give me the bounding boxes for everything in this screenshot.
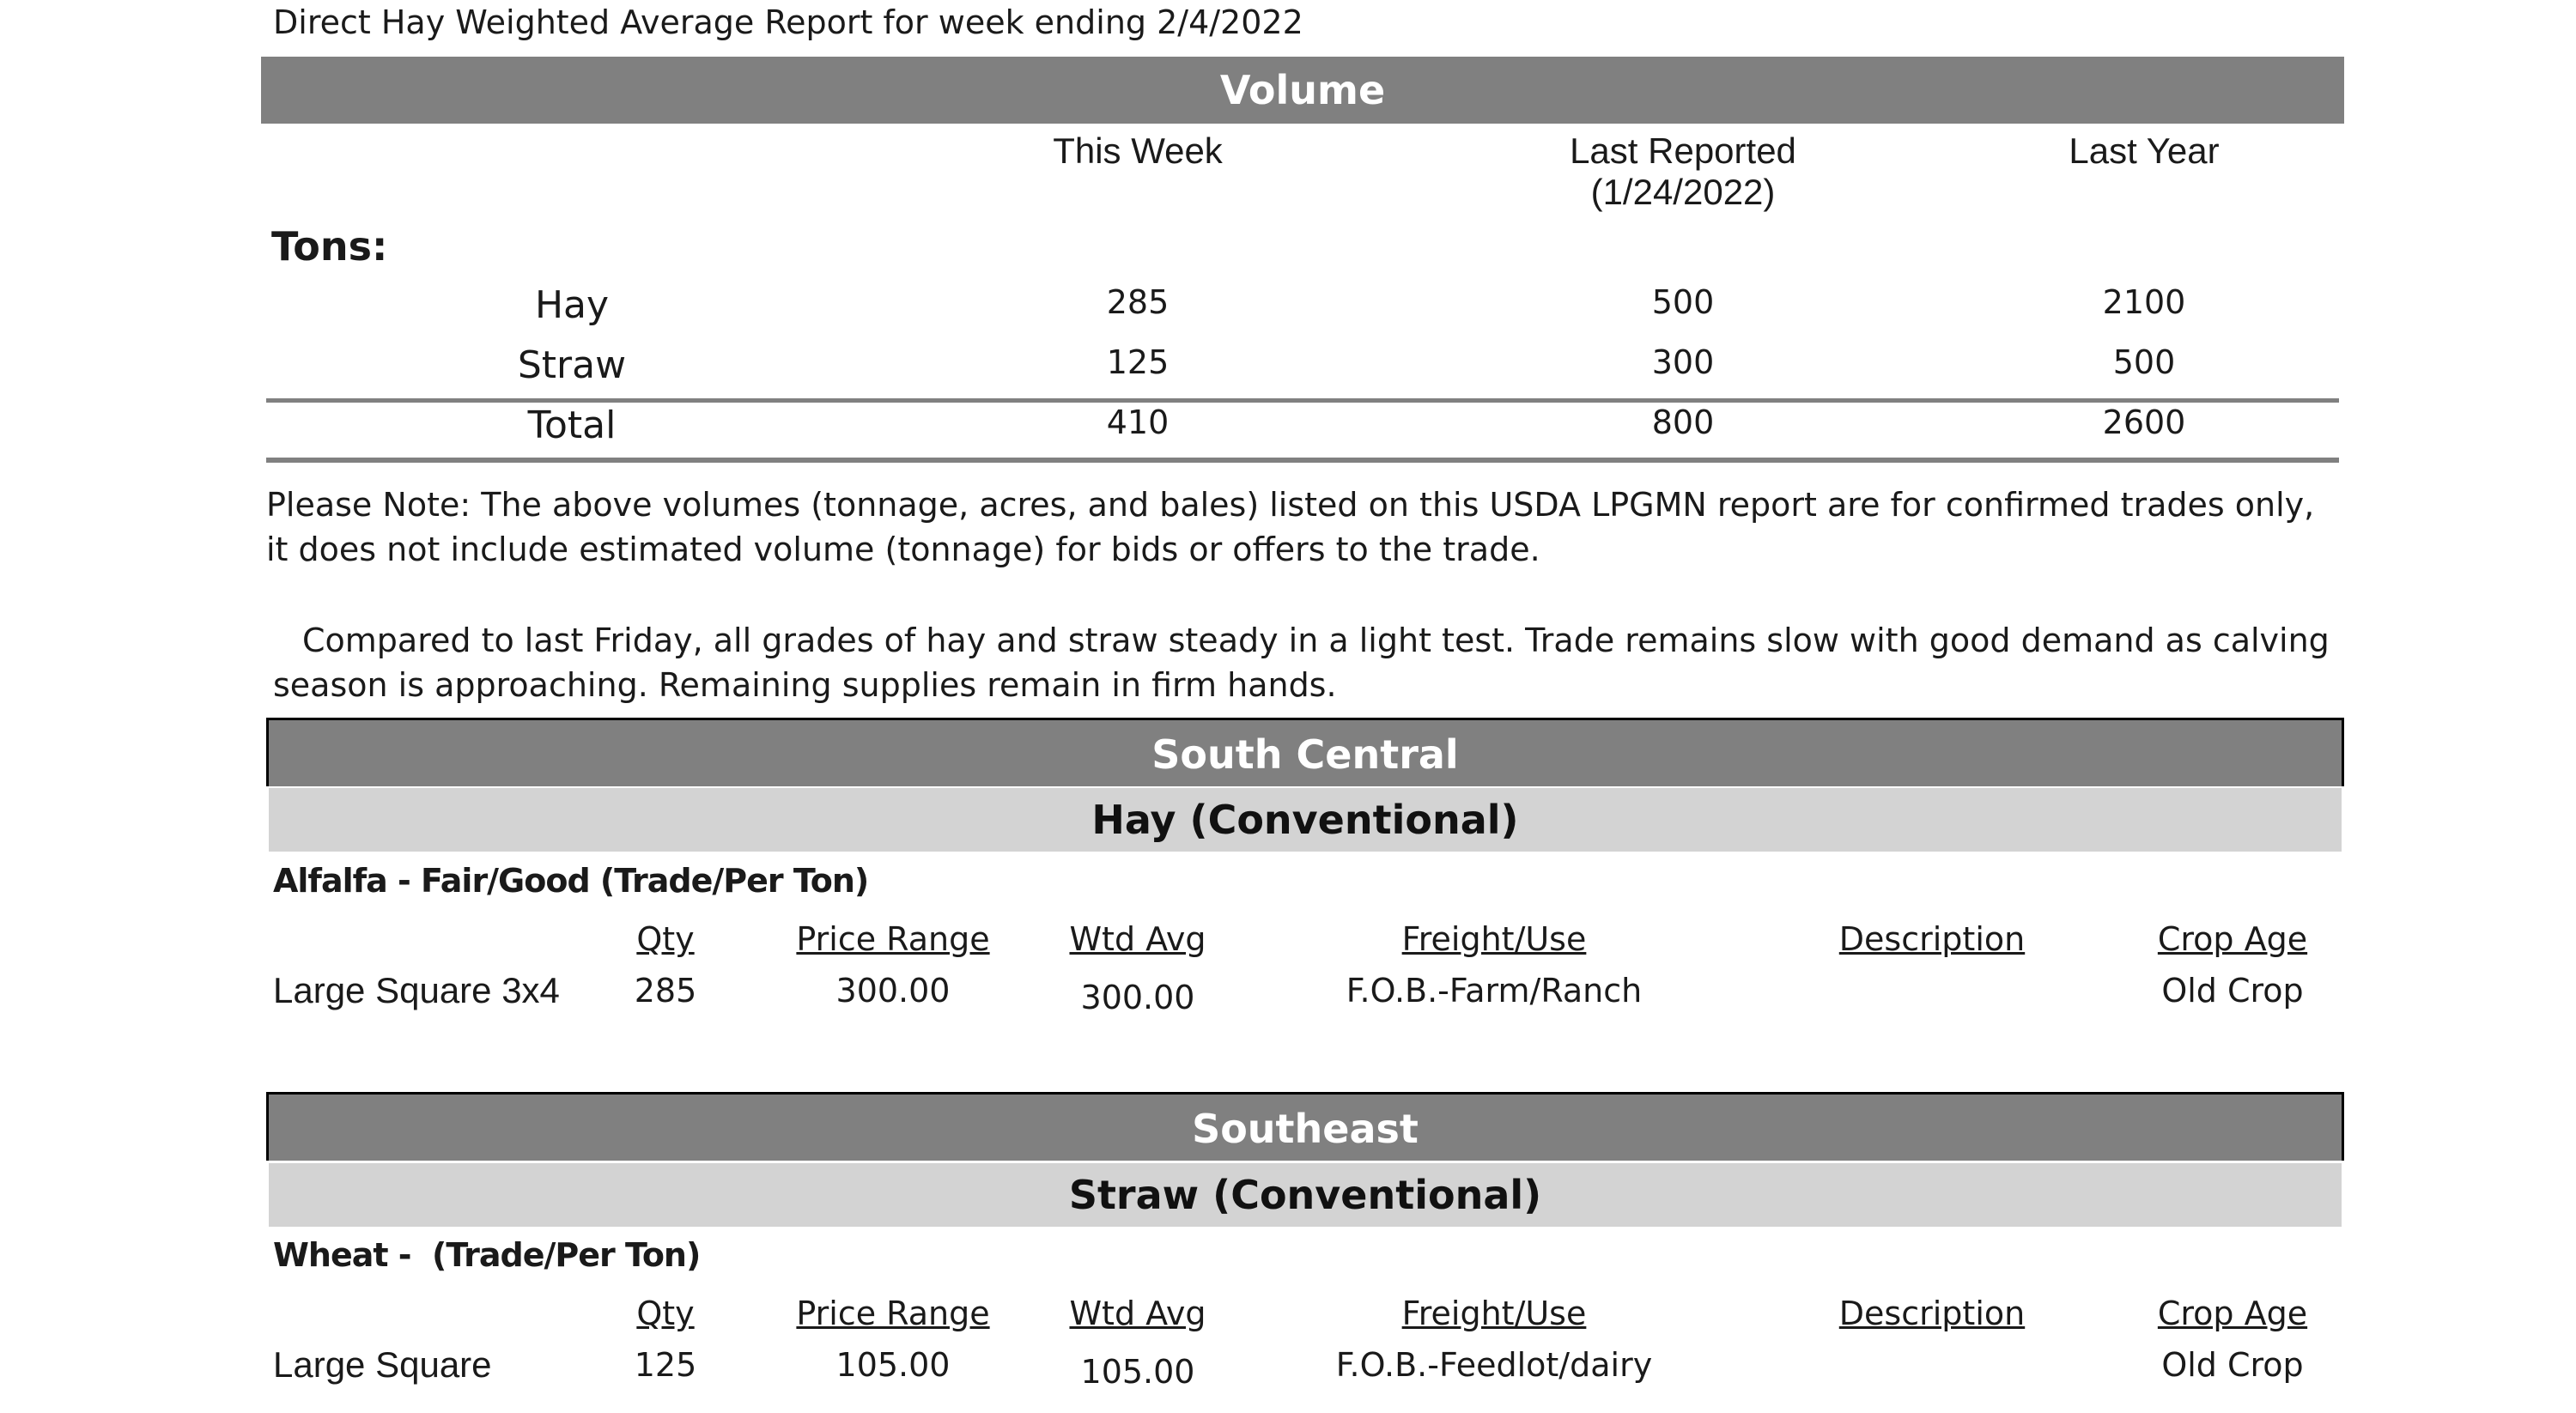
region-header-southeast [266, 1092, 2344, 1161]
header-wtd-avg: Wtd Avg [1069, 920, 1206, 958]
region-header-south-central [266, 718, 2344, 786]
total-last-reported: 800 [1651, 403, 1715, 441]
header-price-range: Price Range [796, 1295, 990, 1332]
hay-last-reported: 500 [1651, 283, 1715, 321]
col-last-reported [1468, 130, 1898, 213]
report-title: Direct Hay Weighted Average Report for week ending 2/4/2022 [273, 3, 1303, 41]
region-label: South Central [1151, 731, 1459, 778]
straw-last-reported: 300 [1651, 343, 1715, 381]
col-last-reported-line2: (1/24/2022) [1590, 172, 1776, 212]
hay-this-week: 285 [1106, 283, 1170, 321]
category-label: Hay (Conventional) [1091, 797, 1519, 843]
header-freight-use: Freight/Use [1401, 920, 1587, 958]
commodity-label: Alfalfa - Fair/Good (Trade/Per Ton) [273, 862, 869, 900]
header-description: Description [1838, 920, 2026, 958]
row-qty: 285 [634, 972, 697, 1010]
hay-last-year: 2100 [2102, 283, 2186, 321]
row-crop-age: Old Crop [2161, 1346, 2304, 1384]
header-qty: Qty [636, 920, 695, 958]
row-crop-age: Old Crop [2161, 972, 2304, 1010]
package-label: Large Square 3x4 [273, 970, 560, 1010]
total-rule-bottom [266, 458, 2339, 463]
region-label: Southeast [1192, 1106, 1419, 1152]
total-rule-top [266, 398, 2339, 403]
row-label-straw: Straw [517, 343, 627, 387]
header-price-range: Price Range [796, 920, 990, 958]
total-this-week: 410 [1106, 403, 1170, 441]
header-freight-use: Freight/Use [1401, 1295, 1587, 1332]
header-wtd-avg: Wtd Avg [1069, 1295, 1206, 1332]
commodity-label: Wheat - (Trade/Per Ton) [273, 1236, 701, 1274]
row-label-hay: Hay [534, 283, 610, 327]
row-price-range: 105.00 [835, 1346, 951, 1384]
header-qty: Qty [636, 1295, 695, 1332]
header-crop-age: Crop Age [2157, 1295, 2308, 1332]
total-last-year: 2600 [2102, 403, 2186, 441]
straw-last-year: 500 [2112, 343, 2176, 381]
volume-header [261, 57, 2344, 124]
row-wtd-avg: 300.00 [1080, 979, 1195, 1016]
header-description: Description [1838, 1295, 2026, 1332]
volume-header-label: Volume [1219, 67, 1386, 113]
volume-note: Please Note: The above volumes (tonnage, acres, and bales) listed on this USDA LPGMN report are for confirmed trades only, it does not include estimated volume (tonnage) for bids or offers to the trade. [266, 486, 2315, 568]
col-last-year: Last Year [2069, 130, 2220, 171]
row-freight-use: F.O.B.-Farm/Ranch [1346, 972, 1643, 1010]
col-this-week: This Week [1053, 130, 1223, 171]
row-price-range: 300.00 [835, 972, 951, 1010]
market-comment: Compared to last Friday, all grades of hay and straw steady in a light test. Trade remains slow with good demand as calving season is approaching. Remaining supplies remain in firm hands. [273, 622, 2330, 704]
tons-label: Tons: [271, 223, 388, 270]
category-header-hay [269, 788, 2342, 852]
col-last-reported-line1: Last Reported [1570, 130, 1796, 171]
category-label: Straw (Conventional) [1068, 1172, 1542, 1218]
row-qty: 125 [634, 1346, 697, 1384]
header-crop-age: Crop Age [2157, 920, 2308, 958]
row-freight-use: F.O.B.-Feedlot/dairy [1335, 1346, 1653, 1384]
row-label-total: Total [527, 403, 617, 447]
category-header-straw [269, 1163, 2342, 1227]
row-wtd-avg: 105.00 [1080, 1353, 1195, 1391]
straw-this-week: 125 [1106, 343, 1170, 381]
package-label: Large Square [273, 1344, 492, 1385]
